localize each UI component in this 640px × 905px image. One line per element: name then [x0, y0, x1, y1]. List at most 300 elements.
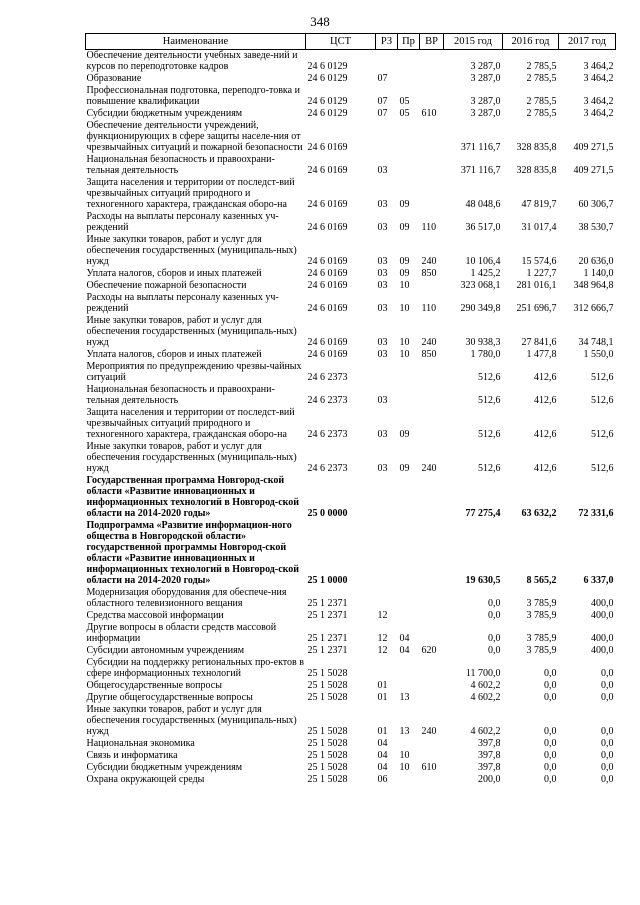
cell-pr: 10	[399, 303, 410, 314]
cell-2016: 0,0	[544, 692, 557, 703]
cell-name: Субсидии автономным учреждениям	[86, 645, 245, 656]
cell-name: Общегосударственные вопросы	[86, 680, 222, 691]
cell-rz	[376, 50, 398, 74]
cell-2015: 290 349,8	[460, 303, 501, 314]
cell-cst: 24 6 2373	[307, 463, 348, 474]
cell-vr	[420, 750, 444, 762]
cell-pr: 05	[399, 108, 410, 119]
cell-name: Связь и информатика	[86, 750, 178, 761]
cell-vr	[420, 610, 444, 622]
cell-pr: 10	[399, 280, 410, 291]
cell-2017: 0,0	[601, 750, 614, 761]
cell-pr	[398, 475, 420, 520]
cell-rz: 01	[377, 680, 388, 691]
cell-pr: 09	[399, 222, 410, 233]
table-row	[86, 774, 616, 786]
cell-name: Иные закупки товаров, работ и услуг для обеспечения государственных (муниципаль-ных) нужд	[86, 704, 297, 737]
cell-cst: 25 0 0000	[307, 508, 348, 519]
cell-2015: 323 068,1	[460, 280, 501, 291]
table-header	[86, 34, 616, 50]
cell-name: Другие вопросы в области средств массовой информации	[86, 622, 277, 644]
header-pr: Пр	[398, 34, 420, 50]
cell-2017: 3 464,2	[583, 61, 614, 72]
page-number: 348	[310, 14, 330, 29]
table-row	[86, 177, 616, 211]
cell-cst: 25 1 5028	[307, 668, 348, 679]
cell-2015: 3 287,0	[470, 96, 501, 107]
cell-vr	[420, 120, 444, 154]
cell-name: Расходы на выплаты персоналу казенных уч-реждений	[86, 211, 279, 233]
cell-2015: 48 048,6	[465, 199, 501, 210]
cell-pr: 10	[399, 337, 410, 348]
cell-2015: 200,0	[478, 774, 501, 785]
cell-vr	[420, 280, 444, 292]
cell-2016: 412,6	[534, 372, 557, 383]
cell-name: Модернизация оборудования для обеспече-ния областного телевизионного вещания	[86, 587, 287, 609]
cell-2017: 72 331,6	[578, 508, 614, 519]
cell-2016: 8 565,2	[526, 575, 557, 586]
header-name: Наименование	[86, 34, 306, 50]
cell-cst: 25 1 0000	[307, 575, 348, 586]
table-row	[86, 361, 616, 384]
table-row	[86, 610, 616, 622]
cell-rz	[376, 361, 398, 384]
cell-cst: 25 1 5028	[307, 750, 348, 761]
cell-2016: 0,0	[544, 680, 557, 691]
cell-vr	[420, 50, 444, 74]
cell-rz: 04	[377, 750, 388, 761]
cell-2017: 0,0	[601, 680, 614, 691]
cell-2017: 400,0	[591, 598, 614, 609]
cell-cst: 24 6 0169	[307, 337, 348, 348]
table-row	[86, 622, 616, 645]
cell-rz: 03	[377, 268, 388, 279]
table-row	[86, 268, 616, 280]
cell-vr	[420, 680, 444, 692]
cell-vr: 240	[421, 256, 437, 267]
cell-vr	[420, 774, 444, 786]
cell-2016: 0,0	[544, 668, 557, 679]
cell-name: Иные закупки товаров, работ и услуг для обеспечения государственных (муниципаль-ных) нужд	[86, 441, 297, 474]
cell-2016: 3 785,9	[526, 633, 557, 644]
cell-name: Субсидии бюджетным учреждениям	[86, 762, 243, 773]
table-row	[86, 315, 616, 349]
table-row	[86, 520, 616, 587]
cell-vr: 240	[421, 337, 437, 348]
cell-cst: 24 6 0169	[307, 222, 348, 233]
cell-name: Мероприятия по предупреждению чрезвы-чайных ситуаций	[86, 361, 302, 383]
cell-name: Субсидии на поддержку региональных про-ектов в сфере информационных технологий	[86, 657, 304, 679]
cell-cst: 25 1 2371	[307, 598, 348, 609]
cell-2015: 1 425,2	[470, 268, 501, 279]
cell-2016: 328 835,8	[516, 142, 557, 153]
cell-2017: 20 636,0	[578, 256, 614, 267]
cell-2015: 397,8	[478, 762, 501, 773]
cell-rz: 03	[377, 337, 388, 348]
cell-pr	[398, 680, 420, 692]
cell-2015: 10 106,4	[465, 256, 501, 267]
cell-vr	[420, 384, 444, 407]
cell-2017: 400,0	[591, 645, 614, 656]
cell-2016: 412,6	[534, 395, 557, 406]
cell-2015: 4 602,2	[470, 680, 501, 691]
cell-pr	[398, 120, 420, 154]
cell-2016: 3 785,9	[526, 598, 557, 609]
cell-2016: 63 632,2	[521, 508, 557, 519]
cell-cst: 24 6 0169	[307, 349, 348, 360]
cell-rz: 04	[377, 762, 388, 773]
table-row	[86, 280, 616, 292]
cell-rz: 07	[377, 108, 388, 119]
cell-rz: 03	[377, 303, 388, 314]
cell-rz: 12	[377, 610, 388, 621]
cell-2015: 512,6	[478, 372, 501, 383]
cell-rz	[376, 120, 398, 154]
table-body	[86, 50, 616, 787]
cell-cst: 24 6 0129	[307, 61, 348, 72]
cell-2017: 512,6	[591, 429, 614, 440]
cell-rz: 04	[377, 738, 388, 749]
table-row	[86, 234, 616, 268]
cell-rz: 03	[377, 395, 388, 406]
cell-2015: 512,6	[478, 429, 501, 440]
cell-cst: 24 6 0169	[307, 165, 348, 176]
cell-pr: 09	[399, 429, 410, 440]
cell-pr: 10	[399, 349, 410, 360]
cell-2016: 251 696,7	[516, 303, 557, 314]
cell-cst: 24 6 0169	[307, 199, 348, 210]
cell-name: Профессиональная подготовка, переподго-товка и повышение квалификации	[86, 85, 300, 107]
cell-2016: 31 017,4	[521, 222, 557, 233]
cell-vr	[420, 587, 444, 610]
cell-2017: 38 530,7	[578, 222, 614, 233]
cell-cst: 24 6 0169	[307, 268, 348, 279]
cell-2017: 60 306,7	[578, 199, 614, 210]
cell-rz: 06	[377, 774, 388, 785]
cell-cst: 24 6 0129	[307, 73, 348, 84]
cell-cst: 24 6 0169	[307, 142, 348, 153]
cell-2015: 1 780,0	[470, 349, 501, 360]
cell-name: Национальная безопасность и правоохрани-тельная деятельность	[86, 384, 275, 406]
cell-name: Обеспечение деятельности учреждений, функционирующих в сфере защиты населе-ния от чрезвычайных ситуаций и пожарной безопасности	[86, 120, 303, 153]
cell-name: Охрана окружающей среды	[86, 774, 205, 785]
cell-2015: 3 287,0	[470, 61, 501, 72]
cell-cst: 25 1 5028	[307, 774, 348, 785]
cell-name: Иные закупки товаров, работ и услуг для обеспечения государственных (муниципаль-ных) нужд	[86, 315, 297, 348]
cell-2015: 397,8	[478, 750, 501, 761]
cell-2015: 4 602,2	[470, 726, 501, 737]
cell-rz: 01	[377, 726, 388, 737]
cell-2017: 3 464,2	[583, 96, 614, 107]
cell-rz: 07	[377, 96, 388, 107]
cell-vr: 610	[421, 762, 437, 773]
table-row	[86, 645, 616, 657]
cell-2016: 3 785,9	[526, 610, 557, 621]
header-vr: ВР	[420, 34, 444, 50]
cell-pr	[398, 520, 420, 587]
cell-2015: 0,0	[488, 645, 501, 656]
cell-2016: 2 785,5	[526, 61, 557, 72]
cell-pr: 09	[399, 463, 410, 474]
table-row	[86, 108, 616, 120]
cell-2017: 3 464,2	[583, 73, 614, 84]
cell-2015: 3 287,0	[470, 108, 501, 119]
cell-2016: 47 819,7	[521, 199, 557, 210]
cell-name: Иные закупки товаров, работ и услуг для обеспечения государственных (муниципаль-ных) нужд	[86, 234, 297, 267]
cell-name: Уплата налогов, сборов и иных платежей	[86, 349, 262, 360]
table-row	[86, 680, 616, 692]
cell-2015: 371 116,7	[460, 165, 501, 176]
cell-pr: 09	[399, 268, 410, 279]
cell-vr: 620	[421, 645, 437, 656]
cell-pr	[398, 361, 420, 384]
table-row	[86, 738, 616, 750]
cell-cst: 24 6 2373	[307, 429, 348, 440]
cell-pr: 10	[399, 762, 410, 773]
cell-2017: 0,0	[601, 774, 614, 785]
cell-cst: 24 6 0169	[307, 256, 348, 267]
cell-2017: 34 748,1	[578, 337, 614, 348]
table-row	[86, 154, 616, 177]
table-row	[86, 657, 616, 680]
table-row	[86, 441, 616, 475]
cell-2015: 4 602,2	[470, 692, 501, 703]
cell-vr	[420, 361, 444, 384]
table-row	[86, 762, 616, 774]
table-row	[86, 85, 616, 108]
cell-2016: 2 785,5	[526, 96, 557, 107]
cell-2016: 0,0	[544, 750, 557, 761]
cell-2017: 512,6	[591, 463, 614, 474]
cell-2017: 512,6	[591, 372, 614, 383]
cell-name: Защита населения и территории от последст-вий чрезвычайных ситуаций природного и техногенного характера, гражданская оборо-на	[86, 177, 295, 210]
table-row	[86, 587, 616, 610]
cell-2015: 11 700,0	[465, 668, 501, 679]
cell-pr: 05	[399, 96, 410, 107]
cell-cst: 24 6 0169	[307, 303, 348, 314]
cell-vr: 610	[421, 108, 437, 119]
cell-2016: 412,6	[534, 429, 557, 440]
cell-vr	[420, 73, 444, 85]
cell-name: Образование	[86, 73, 142, 84]
cell-cst: 25 1 5028	[307, 692, 348, 703]
table-row	[86, 211, 616, 234]
cell-2017: 312 666,7	[573, 303, 614, 314]
cell-rz: 03	[377, 349, 388, 360]
cell-pr: 09	[399, 199, 410, 210]
cell-vr	[420, 738, 444, 750]
table-row	[86, 384, 616, 407]
table-row	[86, 407, 616, 441]
table-row	[86, 704, 616, 738]
cell-name: Обеспечение деятельности учебных заведе-ний и курсов по переподготовке кадров	[86, 50, 298, 72]
cell-rz: 03	[377, 256, 388, 267]
cell-2015: 512,6	[478, 463, 501, 474]
cell-2017: 409 271,5	[573, 165, 614, 176]
cell-rz: 03	[377, 165, 388, 176]
cell-cst: 24 6 2373	[307, 395, 348, 406]
header-2017: 2017 год	[559, 34, 616, 50]
cell-name: Защита населения и территории от последст-вий чрезвычайных ситуаций природного и техногенного характера, гражданская оборо-на	[86, 407, 295, 440]
cell-2016: 0,0	[544, 762, 557, 773]
cell-name: Уплата налогов, сборов и иных платежей	[86, 268, 262, 279]
cell-cst: 24 6 2373	[307, 372, 348, 383]
cell-2016: 328 835,8	[516, 165, 557, 176]
table-row	[86, 50, 616, 74]
budget-table	[85, 33, 616, 786]
cell-2017: 512,6	[591, 395, 614, 406]
cell-rz	[376, 475, 398, 520]
cell-name: Субсидии бюджетным учреждениям	[86, 108, 243, 119]
cell-rz: 03	[377, 280, 388, 291]
table-row	[86, 120, 616, 154]
cell-2017: 1 550,0	[583, 349, 614, 360]
cell-pr: 13	[399, 692, 410, 703]
cell-name: Другие общегосударственные вопросы	[86, 692, 253, 703]
table-row	[86, 349, 616, 361]
cell-2016: 1 227,7	[526, 268, 557, 279]
cell-pr	[398, 384, 420, 407]
cell-2015: 0,0	[488, 633, 501, 644]
cell-2015: 371 116,7	[460, 142, 501, 153]
cell-rz: 03	[377, 429, 388, 440]
cell-pr	[398, 154, 420, 177]
cell-name: Национальная безопасность и правоохрани-тельная деятельность	[86, 154, 275, 176]
cell-pr	[398, 587, 420, 610]
cell-2015: 397,8	[478, 738, 501, 749]
cell-vr: 240	[421, 463, 437, 474]
cell-2017: 0,0	[601, 668, 614, 679]
cell-name: Национальная экономика	[86, 738, 195, 749]
cell-cst: 24 6 0169	[307, 280, 348, 291]
cell-2017: 3 464,2	[583, 108, 614, 119]
header-cst: ЦСТ	[306, 34, 376, 50]
cell-name: Подпрограмма «Развитие информацион-ного общества в Новгородской области» государственной программы Новгород-ской области «Развитие инновационных и информационных технологий в Новгород-ской области на 2014-2020 годы»	[86, 520, 300, 586]
cell-rz: 03	[377, 222, 388, 233]
cell-pr	[398, 774, 420, 786]
cell-rz: 12	[377, 645, 388, 656]
cell-pr	[398, 610, 420, 622]
cell-2017: 0,0	[601, 762, 614, 773]
table-row	[86, 73, 616, 85]
cell-pr: 04	[399, 633, 410, 644]
table-row	[86, 475, 616, 520]
cell-rz	[376, 587, 398, 610]
cell-name: Обеспечение пожарной безопасности	[86, 280, 247, 291]
cell-cst: 25 1 2371	[307, 610, 348, 621]
cell-name: Средства массовой информации	[86, 610, 224, 621]
cell-pr	[398, 657, 420, 680]
cell-2015: 0,0	[488, 598, 501, 609]
cell-2017: 400,0	[591, 633, 614, 644]
cell-name: Государственная программа Новгород-ской области «Развитие инновационных и информационных технологий в Новгород-ской области на 2014-2020 годы»	[86, 475, 300, 519]
cell-2016: 15 574,6	[521, 256, 557, 267]
cell-2016: 0,0	[544, 738, 557, 749]
cell-vr	[420, 85, 444, 108]
cell-2015: 0,0	[488, 610, 501, 621]
cell-2017: 400,0	[591, 610, 614, 621]
cell-cst: 25 1 2371	[307, 645, 348, 656]
cell-name: Расходы на выплаты персоналу казенных уч-реждений	[86, 292, 279, 314]
cell-rz: 01	[377, 692, 388, 703]
cell-2016: 412,6	[534, 463, 557, 474]
cell-cst: 25 1 5028	[307, 680, 348, 691]
cell-2016: 281 016,1	[516, 280, 557, 291]
cell-pr	[398, 73, 420, 85]
header-rz: РЗ	[376, 34, 398, 50]
header-2016: 2016 год	[503, 34, 559, 50]
table-row	[86, 292, 616, 315]
cell-2016: 0,0	[544, 726, 557, 737]
header-2015: 2015 год	[444, 34, 503, 50]
cell-rz	[376, 657, 398, 680]
cell-vr	[420, 475, 444, 520]
cell-vr	[420, 520, 444, 587]
cell-vr: 110	[421, 303, 437, 314]
cell-cst: 25 1 5028	[307, 738, 348, 749]
cell-vr: 850	[421, 268, 437, 279]
cell-cst: 24 6 0129	[307, 96, 348, 107]
cell-rz: 03	[377, 199, 388, 210]
cell-cst: 25 1 5028	[307, 762, 348, 773]
cell-2016: 2 785,5	[526, 108, 557, 119]
cell-2016: 27 841,6	[521, 337, 557, 348]
cell-2017: 0,0	[601, 692, 614, 703]
cell-pr: 09	[399, 256, 410, 267]
table-row	[86, 750, 616, 762]
cell-2015: 19 630,5	[465, 575, 501, 586]
cell-vr: 850	[421, 349, 437, 360]
cell-2017: 0,0	[601, 738, 614, 749]
cell-vr	[420, 154, 444, 177]
cell-cst: 24 6 0129	[307, 108, 348, 119]
cell-2016: 0,0	[544, 774, 557, 785]
cell-cst: 25 1 2371	[307, 633, 348, 644]
cell-2015: 77 275,4	[465, 508, 501, 519]
cell-2017: 6 337,0	[583, 575, 614, 586]
cell-2017: 409 271,5	[573, 142, 614, 153]
cell-vr	[420, 622, 444, 645]
cell-2016: 1 477,8	[526, 349, 557, 360]
cell-2015: 30 938,3	[465, 337, 501, 348]
cell-cst: 25 1 5028	[307, 726, 348, 737]
cell-2015: 3 287,0	[470, 73, 501, 84]
cell-pr: 04	[399, 645, 410, 656]
cell-vr	[420, 692, 444, 704]
table-row	[86, 692, 616, 704]
cell-2015: 36 517,0	[465, 222, 501, 233]
cell-2016: 2 785,5	[526, 73, 557, 84]
cell-pr	[398, 738, 420, 750]
cell-vr	[420, 657, 444, 680]
cell-rz: 12	[377, 633, 388, 644]
cell-2016: 3 785,9	[526, 645, 557, 656]
cell-pr: 13	[399, 726, 410, 737]
cell-vr	[420, 177, 444, 211]
cell-rz: 07	[377, 73, 388, 84]
cell-vr: 240	[421, 726, 437, 737]
cell-2017: 1 140,0	[583, 268, 614, 279]
cell-2015: 512,6	[478, 395, 501, 406]
cell-2017: 348 964,8	[573, 280, 614, 291]
cell-pr: 10	[399, 750, 410, 761]
cell-pr	[398, 50, 420, 74]
cell-vr	[420, 407, 444, 441]
cell-vr: 110	[421, 222, 437, 233]
cell-2017: 0,0	[601, 726, 614, 737]
cell-rz: 03	[377, 463, 388, 474]
cell-rz	[376, 520, 398, 587]
